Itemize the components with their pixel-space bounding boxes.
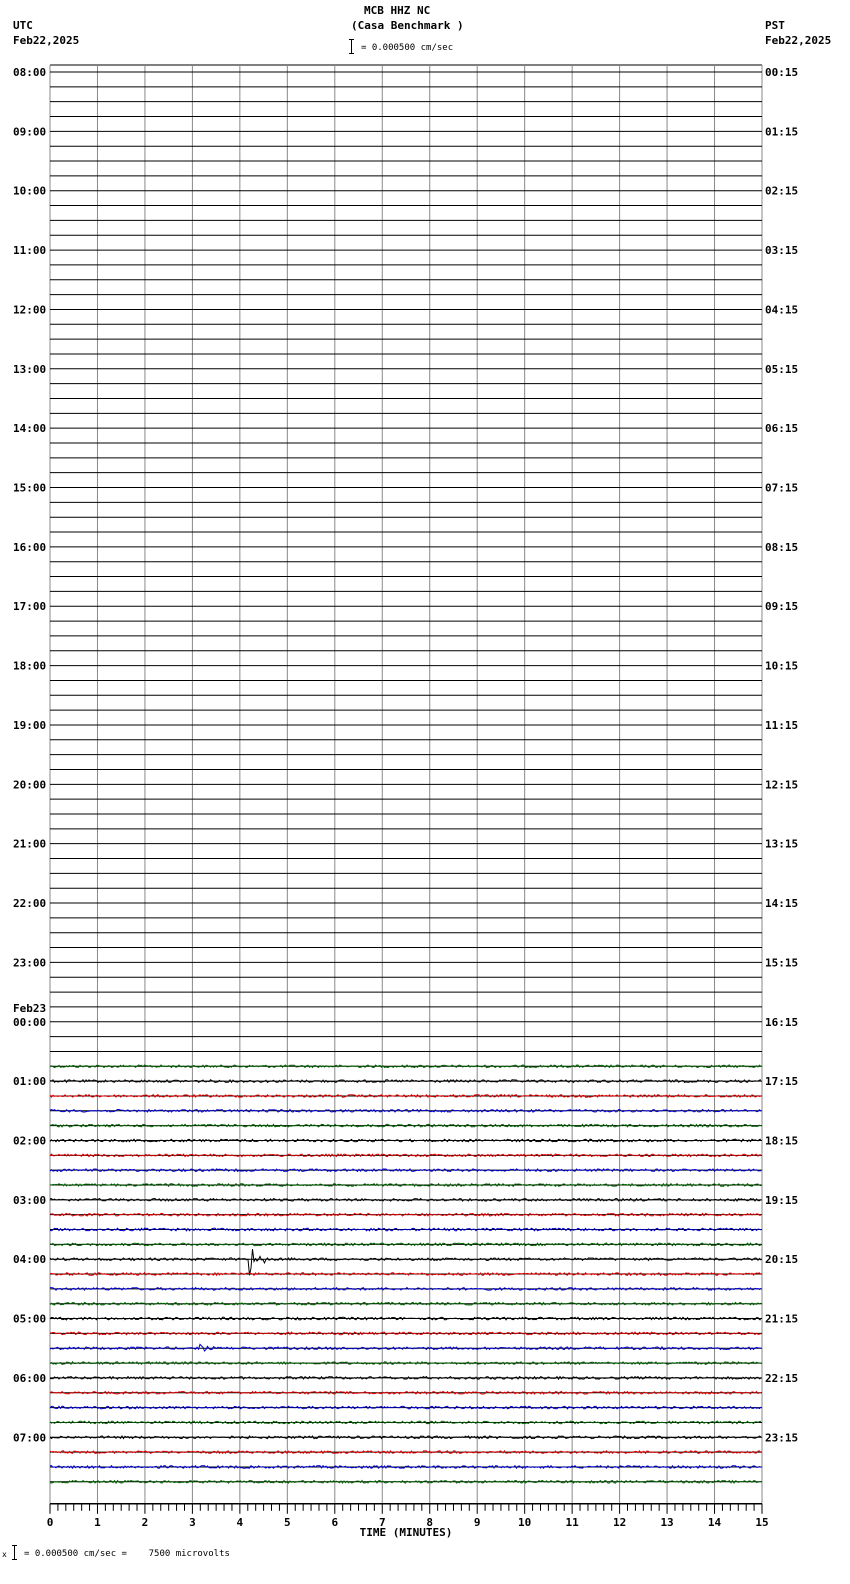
seismic-trace [50,1080,761,1083]
utc-hour-label: 04:00 [13,1253,47,1267]
time-tick-label: 0 [46,1515,54,1529]
pst-label: PST [765,19,785,32]
pst-hour-label: 23:15 [765,1431,799,1445]
utc-hour-label: 06:00 [13,1371,47,1385]
pst-hour-label: 22:15 [765,1371,799,1385]
pst-hour-label: 18:15 [765,1134,799,1148]
utc-hour-label: 16:00 [13,540,47,554]
utc-hour-label: 10:00 [13,184,47,198]
pst-hour-label: 07:15 [765,481,799,495]
time-tick-label: 2 [141,1515,149,1529]
time-tick-label: 10 [518,1515,532,1529]
utc-hour-label: 15:00 [13,481,47,495]
utc-hour-label: 22:00 [13,897,47,911]
pst-hour-label: 08:15 [765,540,799,554]
footer-scale-text: = 0.000500 cm/sec = 7500 microvolts [24,1549,230,1559]
utc-hour-label: 13:00 [13,362,47,376]
time-tick-label: 11 [565,1515,579,1529]
time-tick-label: 6 [331,1515,339,1529]
utc-hour-label: 08:00 [13,66,47,79]
utc-hour-label: 21:00 [13,837,47,851]
time-tick-label: 3 [189,1515,196,1529]
time-tick-label: 1 [94,1515,101,1529]
seismic-trace [50,1466,761,1469]
pst-hour-label: 00:15 [765,66,799,79]
scale-text: = 0.000500 cm/sec [361,43,454,53]
utc-hour-label: 09:00 [13,125,47,139]
utc-hour-label: 20:00 [13,778,47,792]
time-axis-label: TIME (MINUTES) [359,1525,453,1539]
pst-hour-label: 16:15 [765,1015,799,1029]
time-tick-label: 9 [473,1515,481,1529]
utc-hour-label: 02:00 [13,1134,47,1148]
pst-hour-label: 05:15 [765,362,799,376]
pst-hour-label: 12:15 [765,778,799,792]
pst-hour-label: 15:15 [765,956,799,970]
time-tick-label: 12 [612,1515,627,1529]
station-location: (Casa Benchmark ) [351,19,464,32]
utc-hour-label: 07:00 [13,1431,47,1445]
pst-hour-label: 02:15 [765,184,799,198]
utc-date: Feb22,2025 [13,34,80,47]
pst-hour-label: 03:15 [765,244,799,258]
time-tick-label: 7 [378,1515,386,1529]
pst-hour-label: 04:15 [765,303,799,317]
utc-hour-label: 19:00 [13,718,47,732]
utc-hour-label: 18:00 [13,659,47,673]
pst-hour-label: 06:15 [765,422,799,436]
seismic-trace [50,1249,761,1275]
utc-hour-label: 00:00 [13,1015,47,1029]
utc-hour-label: 11:00 [13,244,47,258]
pst-hour-label: 09:15 [765,600,799,614]
seismic-trace [50,1243,761,1246]
pst-hour-label: 13:15 [765,837,799,851]
time-tick-label: 15 [755,1515,769,1529]
station-title: MCB HHZ NC [364,4,431,17]
footer-scale-bar-icon [12,1545,17,1560]
utc-hour-label: 05:00 [13,1312,47,1326]
pst-hour-label: 01:15 [765,125,799,139]
pst-hour-label: 10:15 [765,659,799,673]
date-change-label: Feb23 [13,1001,47,1015]
time-tick-label: 8 [426,1515,434,1529]
pst-hour-label: 20:15 [765,1253,799,1267]
time-tick-label: 14 [707,1515,722,1529]
pst-hour-label: 11:15 [765,718,799,732]
time-tick-label: 13 [660,1515,674,1529]
utc-hour-label: 01:00 [13,1075,47,1089]
utc-hour-label: 17:00 [13,600,47,614]
time-tick-label: 5 [284,1515,291,1529]
utc-hour-label: 12:00 [13,303,47,317]
pst-hour-label: 21:15 [765,1312,799,1326]
utc-hour-label: 03:00 [13,1193,47,1207]
utc-hour-label: 14:00 [13,422,47,436]
time-tick-label: 4 [236,1515,244,1529]
utc-hour-label: 23:00 [13,956,47,970]
pst-date: Feb22,2025 [765,34,832,47]
pst-hour-label: 19:15 [765,1193,799,1207]
footer-scale-prefix: x [2,1550,7,1559]
utc-label: UTC [13,19,33,32]
pst-hour-label: 17:15 [765,1075,799,1089]
seismic-trace [50,1317,761,1320]
pst-hour-label: 14:15 [765,897,799,911]
seismic-trace [50,1344,761,1351]
